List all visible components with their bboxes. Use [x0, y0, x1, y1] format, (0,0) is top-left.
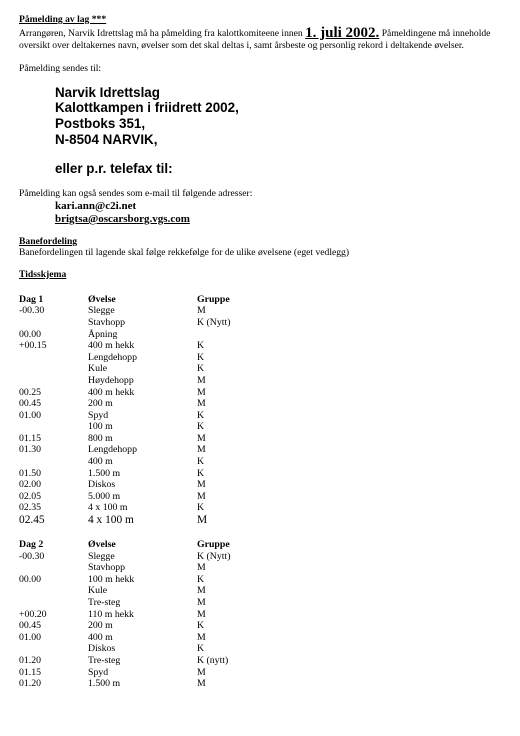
time-cell: 01.15 — [19, 666, 42, 678]
group-cell: K — [197, 363, 205, 375]
time-cell — [19, 363, 88, 375]
time-cell: +00.20 — [19, 608, 47, 620]
group-cell: M — [197, 398, 206, 410]
group-cell: K (Nytt) — [197, 316, 231, 328]
event-cell: 400 m — [88, 456, 113, 468]
event-header: Øvelse — [88, 539, 116, 551]
time-cell: 01.00 — [19, 409, 42, 421]
group-cell: M — [197, 432, 206, 444]
schedule-row — [19, 468, 297, 480]
group-cell: M — [197, 386, 206, 398]
lane-heading: Banefordeling — [19, 236, 78, 248]
lane-text: Banefordelingen til lagende skal følge rekkefølge for de ulike øvelsene (eget vedlegg) — [19, 247, 350, 259]
event-cell: Tre-steg — [88, 597, 121, 608]
schedule-header-row — [19, 294, 297, 306]
event-cell: Diskos — [88, 643, 116, 655]
event-cell: 110 m hekk — [88, 608, 134, 620]
group-cell: M — [197, 631, 206, 643]
schedule-row — [19, 340, 297, 352]
event-cell: 200 m — [88, 620, 113, 632]
schedule-row — [19, 678, 297, 690]
fax-line: eller p.r. telefax til: — [55, 161, 173, 177]
event-cell: Spyd — [88, 409, 109, 421]
event-cell: 1.500 m — [88, 467, 121, 479]
time-cell: -00.30 — [19, 305, 45, 317]
group-cell: K — [197, 340, 205, 352]
schedule-row — [19, 317, 297, 329]
event-header: Øvelse — [88, 293, 116, 305]
schedule-row — [19, 375, 297, 387]
time-cell: 02.00 — [19, 479, 42, 491]
time-cell — [19, 317, 88, 329]
time-cell: 01.20 — [19, 678, 42, 690]
registration-intro — [19, 25, 509, 51]
event-cell: Stavhopp — [88, 316, 126, 328]
time-cell: 01.15 — [19, 432, 42, 444]
group-cell: M — [197, 479, 206, 491]
event-cell: Lengdehopp — [88, 351, 137, 363]
time-cell: +00.15 — [19, 340, 47, 352]
schedule-row — [19, 620, 297, 632]
schedule-day-2 — [19, 539, 297, 690]
schedule-row — [19, 421, 297, 433]
event-cell: Tre-steg — [88, 654, 121, 666]
schedule-row — [19, 456, 297, 468]
time-cell — [19, 562, 88, 574]
schedule-row — [19, 444, 297, 456]
time-cell — [19, 352, 88, 364]
email-list — [55, 200, 509, 226]
group-cell: M — [197, 585, 206, 597]
schedule-row — [19, 502, 297, 514]
time-cell: 02.45 — [19, 514, 45, 527]
time-cell: 00.25 — [19, 386, 42, 398]
group-cell: K — [197, 421, 205, 433]
document-page — [19, 14, 509, 690]
schedule-row — [19, 551, 297, 563]
group-cell: M — [197, 678, 206, 690]
group-header: Gruppe — [197, 539, 230, 551]
group-cell: K — [197, 467, 205, 479]
group-cell: K (Nytt) — [197, 550, 231, 562]
group-cell: K — [197, 409, 205, 421]
schedule-row — [19, 433, 297, 445]
group-cell: M — [197, 666, 206, 678]
schedule-row — [19, 491, 297, 503]
event-cell: 5.000 m — [88, 490, 121, 502]
group-cell: M — [197, 608, 206, 620]
event-cell: 400 m hekk — [88, 386, 135, 398]
group-cell: M — [197, 374, 206, 386]
deadline-date: 1. juli 2002. — [305, 25, 380, 41]
schedule-row — [19, 632, 297, 644]
event-cell: 800 m — [88, 432, 113, 444]
schedule-row — [19, 352, 297, 364]
email-intro: Påmelding kan også sendes som e-mail til følgende adresser: — [19, 188, 253, 200]
registration-heading: Påmelding av lag *** — [19, 14, 107, 25]
time-cell: 00.00 — [19, 328, 42, 340]
email-link[interactable]: brigtsa@oscarsborg.vgs.com — [55, 212, 190, 225]
event-cell: Høydehopp — [88, 374, 134, 386]
address-line: Postboks 351, — [55, 115, 146, 131]
time-cell: -00.30 — [19, 550, 45, 562]
group-cell: K — [197, 573, 205, 585]
time-cell: 02.35 — [19, 502, 42, 514]
schedule-row — [19, 609, 297, 621]
event-cell: 4 x 100 m — [88, 502, 128, 514]
event-cell: 4 x 100 m — [88, 514, 134, 527]
group-cell: M — [197, 444, 206, 456]
schedule-row — [19, 410, 297, 422]
event-cell: Spyd — [88, 666, 109, 678]
schedule-row — [19, 655, 297, 667]
schedule-day-1 — [19, 294, 297, 527]
event-cell: 1.500 m — [88, 678, 121, 690]
schedule-row — [19, 479, 297, 491]
event-cell: 100 m — [88, 421, 113, 433]
schedule-row — [19, 329, 297, 341]
schedule-row — [19, 305, 297, 317]
time-cell — [19, 456, 88, 468]
time-cell: 00.00 — [19, 573, 42, 585]
group-cell: K — [197, 620, 205, 632]
event-cell: 100 m hekk — [88, 573, 135, 585]
schedule-heading: Tidsskjema — [19, 268, 67, 280]
event-cell: 200 m — [88, 398, 113, 410]
group-cell: M — [197, 490, 206, 502]
schedule — [19, 294, 509, 690]
group-cell: M — [197, 562, 206, 574]
group-cell: M — [197, 305, 206, 317]
schedule-row — [19, 363, 297, 375]
group-cell: M — [197, 514, 208, 527]
group-cell: K — [197, 351, 205, 363]
schedule-row — [19, 585, 297, 597]
event-cell: 400 m — [88, 631, 113, 643]
group-cell: K — [197, 456, 205, 468]
postal-address — [55, 85, 509, 147]
schedule-row — [19, 667, 297, 679]
schedule-row — [19, 643, 297, 655]
time-cell: 02.05 — [19, 490, 42, 502]
event-cell: Kule — [88, 363, 108, 375]
schedule-row — [19, 562, 297, 574]
schedule-row — [19, 574, 297, 586]
time-cell: 01.00 — [19, 631, 42, 643]
schedule-row — [19, 387, 297, 399]
address-line: Kalottkampen i friidrett 2002, — [55, 100, 239, 116]
time-cell: 01.50 — [19, 467, 42, 479]
event-cell: Diskos — [88, 479, 116, 491]
address-line: Narvik Idrettslag — [55, 84, 160, 100]
time-cell: 01.30 — [19, 444, 42, 456]
group-cell: M — [197, 597, 206, 608]
time-cell — [19, 375, 88, 387]
time-cell: 01.20 — [19, 654, 42, 666]
time-cell — [19, 597, 88, 609]
group-cell: K — [197, 502, 205, 514]
send-to-label: Påmelding sendes til: — [19, 63, 102, 75]
schedule-header-row — [19, 539, 297, 551]
time-cell — [19, 421, 88, 433]
group-header: Gruppe — [197, 293, 230, 305]
event-cell: Åpning — [88, 328, 118, 340]
time-cell — [19, 643, 88, 655]
schedule-row — [19, 597, 297, 609]
group-cell — [197, 329, 297, 341]
time-cell: 00.45 — [19, 398, 42, 410]
event-cell: Slegge — [88, 550, 115, 562]
group-cell: K (nytt) — [197, 654, 229, 666]
schedule-row — [19, 398, 297, 410]
time-cell: 00.45 — [19, 620, 42, 632]
event-cell: 400 m hekk — [88, 340, 135, 352]
event-cell: Stavhopp — [88, 562, 126, 574]
schedule-row — [19, 514, 297, 527]
day-header: Dag 1 — [19, 293, 44, 305]
event-cell: Lengdehopp — [88, 444, 137, 456]
time-cell — [19, 585, 88, 597]
event-cell: Kule — [88, 585, 108, 597]
email-link[interactable]: kari.ann@c2i.net — [55, 199, 137, 212]
intro-requirements: Påmeldingene må inneholde oversikt over deltakernes navn, øvelser som det skal deltas i, samt årsbeste og personlig rekord i deltakende øvelser. — [19, 28, 491, 51]
day-header: Dag 2 — [19, 539, 44, 551]
address-line: N-8504 NARVIK, — [55, 131, 158, 147]
group-cell: K — [197, 643, 205, 655]
intro-text: Arrangøren, Narvik Idrettslag må ha påmelding fra kalottkomiteene innen — [19, 28, 303, 39]
event-cell: Slegge — [88, 305, 115, 317]
